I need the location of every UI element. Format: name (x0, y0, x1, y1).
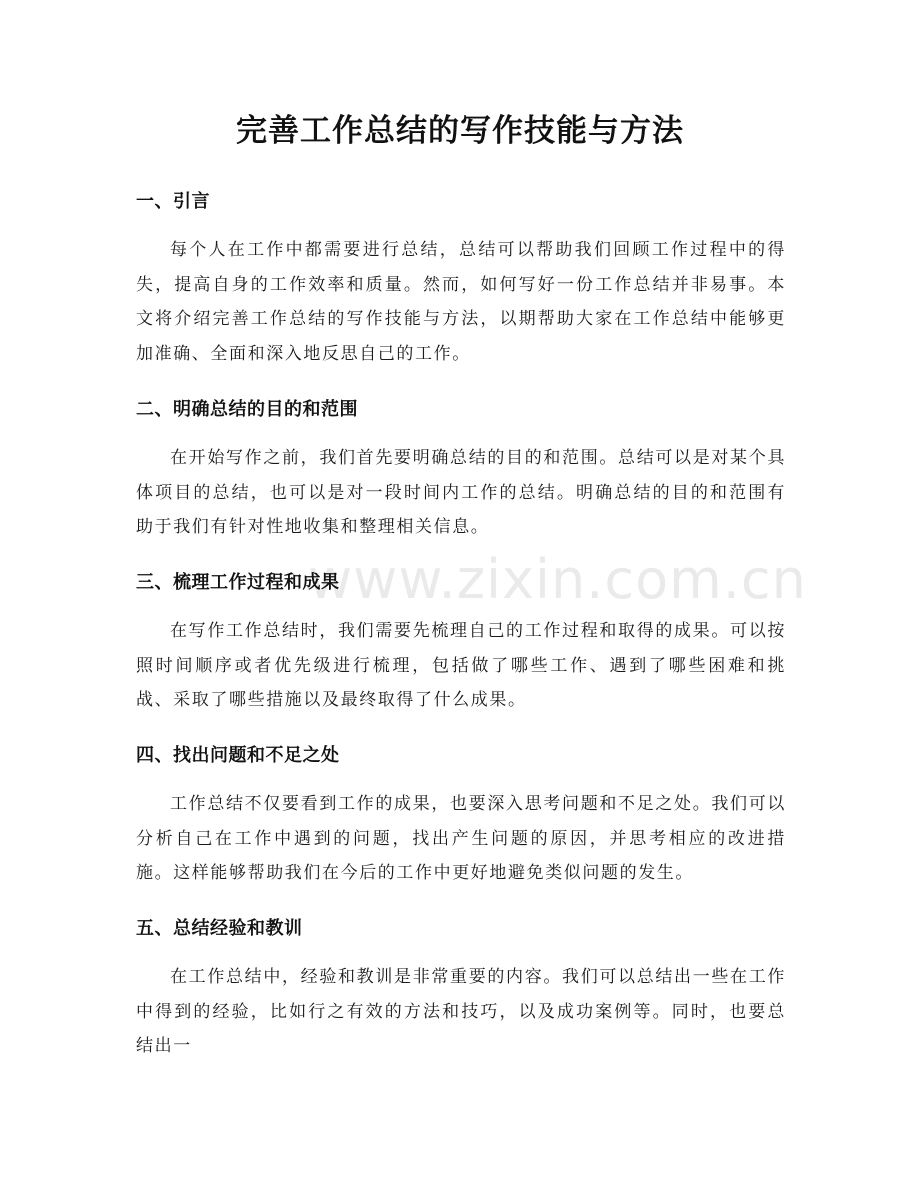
section-heading: 二、明确总结的目的和范围 (136, 399, 358, 420)
section-heading: 三、梳理工作过程和成果 (136, 572, 340, 593)
section-paragraph: 在开始写作之前，我们首先要明确总结的目的和范围。总结可以是对某个具体项目的总结，也可以是对一段时间内工作的总结。明确总结的目的和范围有助于我们有针对性地收集和整理相关信息。 (136, 448, 786, 537)
section-problems (136, 743, 786, 891)
section-lessons (136, 916, 786, 1064)
section-paragraph: 每个人在工作中都需要进行总结，总结可以帮助我们回顾工作过程中的得失，提高自身的工作效率和质量。然而，如何写好一份工作总结并非易事。本文将介绍完善工作总结的写作技能与方法，以期帮助大家在工作总结中能够更加准确、全面和深入地反思自己的工作。 (136, 240, 786, 364)
section-heading: 五、总结经验和教训 (136, 918, 303, 939)
section-heading: 一、引言 (136, 191, 210, 212)
section-paragraph: 在工作总结中，经验和教训是非常重要的内容。我们可以总结出一些在工作中得到的经验，比如行之有效的方法和技巧，以及成功案例等。同时，也要总结出一 (136, 967, 786, 1056)
section-paragraph: 在写作工作总结时，我们需要先梳理自己的工作过程和取得的成果。可以按照时间顺序或者优先级进行梳理，包括做了哪些工作、遇到了哪些困难和挑战、采取了哪些措施以及最终取得了什么成果。 (136, 621, 786, 710)
document-title: 完善工作总结的写作技能与方法 (236, 113, 684, 149)
section-heading: 四、找出问题和不足之处 (136, 745, 340, 766)
section-purpose-scope (136, 397, 786, 545)
section-introduction (136, 189, 786, 371)
section-paragraph: 工作总结不仅要看到工作的成果，也要深入思考问题和不足之处。我们可以分析自己在工作中遇到的问题，找出产生问题的原因，并思考相应的改进措施。这样能够帮助我们在今后的工作中更好地避免类似问题的发生。 (136, 794, 786, 883)
watermark: www.zixin.com.cn (308, 548, 807, 611)
section-process-results (136, 570, 786, 718)
